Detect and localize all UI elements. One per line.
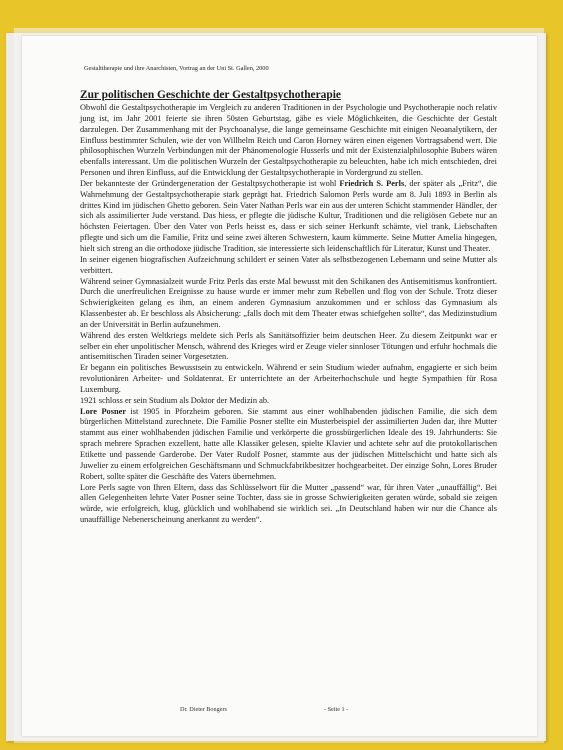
- document-title: Zur politischen Geschichte der Gestaltpsychotherapie: [80, 89, 341, 101]
- paragraph-doctorate: 1921 schloss er sein Studium als Doktor der Medizin ab.: [80, 395, 270, 405]
- document-page: [22, 36, 537, 736]
- paragraph-lore-posner: [80, 407, 497, 483]
- paragraph-lore-parents: Lore Perls sagte von Ihren Eltern, dass das Schlüsselwort für die Mutter „passend“ war, für ihren Vater „unauffällig“. Bei allen Gelegenheiten lehrte Vater Posner seine Tochter, dass sie in grosse Schwierigkeiten geraten würde, sobald sie zeigen würde, wie erfolgreich, klug, glücklich und wohlhabend sie wirklich sei. „In Deutschland haben wir nur die Chance als unauffällige Nebenerscheinung anerkannt zu werden“.: [80, 482, 497, 525]
- name-lore-posner: Lore Posner: [80, 406, 127, 416]
- paragraph-political: Er begann ein politisches Bewusstsein zu entwickeln. Während er sein Studium wieder aufnahm, engagierte er sich beim revolutionären Arbeiter- und Soldatenrat. Er unterrichtete an der Arbeiterhochschule und hegte Sympathien für Rosa Luxemburg.: [80, 363, 497, 394]
- paragraph-intro: Obwohl die Gestaltpsychotherapie im Vergleich zu anderen Traditionen in der Psychologie und Psychotherapie noch relativ jung ist, im Jahr 2001 feierte sie ihren 50sten Geburtstag, gäbe es viele Möglichkeiten, die Geschichte der Gestalt darzulegen. Der Zusammenhang mit der Psychoanalyse, die lange gemeinsame Geschichte mit einigen Neoanalytikern, der Einfluss bestimmter Schulen, wie der von Willhelm Reich und Caron Horney wären einen eigenen Vortragsabend wert. Die philosophischen Wurzeln Verbindungen mit der Phänomenologie Husserls und mit der Existenzialphilosophie Bubers wären ebenfalls interessant. Um die politischen Wurzeln der Gestaltpsychotherapie zu beleuchten, habe ich mich entschieden, drei Personen und ihren Einfluss, auf die Entwicklung der Gestaltpsychotherapie in Vordergrund zu stellen.: [80, 103, 497, 178]
- running-header: Gestalttherapie und ihre Anarchisten, Vortrag an der Uni St. Gallen, 2000: [84, 65, 269, 72]
- name-fritz-perls: Friedrich S. Perls: [339, 178, 405, 188]
- footer-page-number: - Seite 1 -: [324, 706, 349, 713]
- footer-author: Dr. Dieter Bongers: [180, 706, 227, 713]
- paragraph-lore-posner-post: ist 1905 in Pforzheim geboren. Sie stammt aus einer wohlhabenden jüdischen Familie, die sich dem bürgerlichen Mittelstand zurechnete. Die Familie Posner stellte ein Musterbeispiel der assimilierten Juden dar, ihre Mutter stammt aus einer wohlhabenden jüdischen Familie und verkörperte die grossbürgerlichen Ideale des 19. Jahrhunderts: Sie sprach mehrere Sprachen exzellent, hatte alle Klassiker gelesen, spielte Klavier und achtete sehr auf die protokollarischen Etikette und passende Garderobe. Der Vater Rudolf Posner, stammte aus der jüdischen Mittelschicht und hatte sich als Juwelier zu einem erfolgreichen Geschäftsmann und Schmuckfabrikbesitzer hochgearbeitet. Der einzige Sohn, Lores Bruder Robert, sollte später die Geschäfte des Vaters übernehmen.: [80, 406, 497, 481]
- paragraph-world-war: Während des ersten Weltkriegs meldete sich Perls als Sanitätsoffizier beim deutschen Heer. Zu diesem Zeitpunkt war er selber ein eher unpolitischer Mensch, während des Krieges wird er Zeuge vieler sinnloser Tötungen und erfuhr hochmals die antisemitischen Tiraden seiner Vorgesetzten.: [80, 330, 497, 362]
- paragraph-gymnasium: Während seiner Gymnasialzeit wurde Fritz Perls das erste Mal bewusst mit den Schikanen des Antisemitismus konfrontiert. Durch die unerfreulichen Ereignisse zu hause wurde er immer mehr zum Rebellen und flog von der Schule. Trotz dieser Schwierigkeiten gelang es ihm, an einem anderen Gymnasium anzukommen und er schloss das Gymnasium als Klassenbester ab. Er beschloss als Absicherung: „falls doch mit dem Theater etwas schiefgehen sollte“, das Medizinstudium an der Universität in Berlin aufzunehmen.: [80, 276, 497, 329]
- paragraph-fritz-perls-pre: Der bekannteste der Gründergeneration der Gestaltpsychotherapie ist wohl: [80, 178, 340, 188]
- document-body: [80, 89, 497, 526]
- paragraph-fritz-perls-post: , der später als „Fritz“, die Wahrnehmung der Gestaltpsychotherapie stark geprägt hat. Friedrich Salomon Perls wurde am 8. Juli 1893 in Berlin als drittes Kind im jüdischen Ghetto geboren. Sein Vater Nathan Perls war ein aus der unteren Schicht stammender Händler, der sich als assimilierter Jude verstand. Das hiess, er pflegte die jüdische Kultur, Traditionen und die religiösen Gebete nur an höchsten Feiertagen. Über den Vater von Perls heisst es, dass er sich seiner Herkunft schämte, viel trank, Liebschaften pflegte und sich um die Familie, Fritz und seine zwei älteren Schwestern, kaum kümmerte. Seine Mutter Amelia hingegen, hielt sich streng an die orthodoxe jüdische Tradition, sie interessierte sich leidenschaftlich für Literatur, Kunst und Theater.: [80, 178, 497, 253]
- paragraph-biography: In seiner eigenen biografischen Aufzeichnung schildert er seinen Vater als selbstbezogenen Lebemann und seine Mutter als verbittert.: [80, 254, 497, 275]
- paragraph-fritz-perls: [80, 179, 497, 255]
